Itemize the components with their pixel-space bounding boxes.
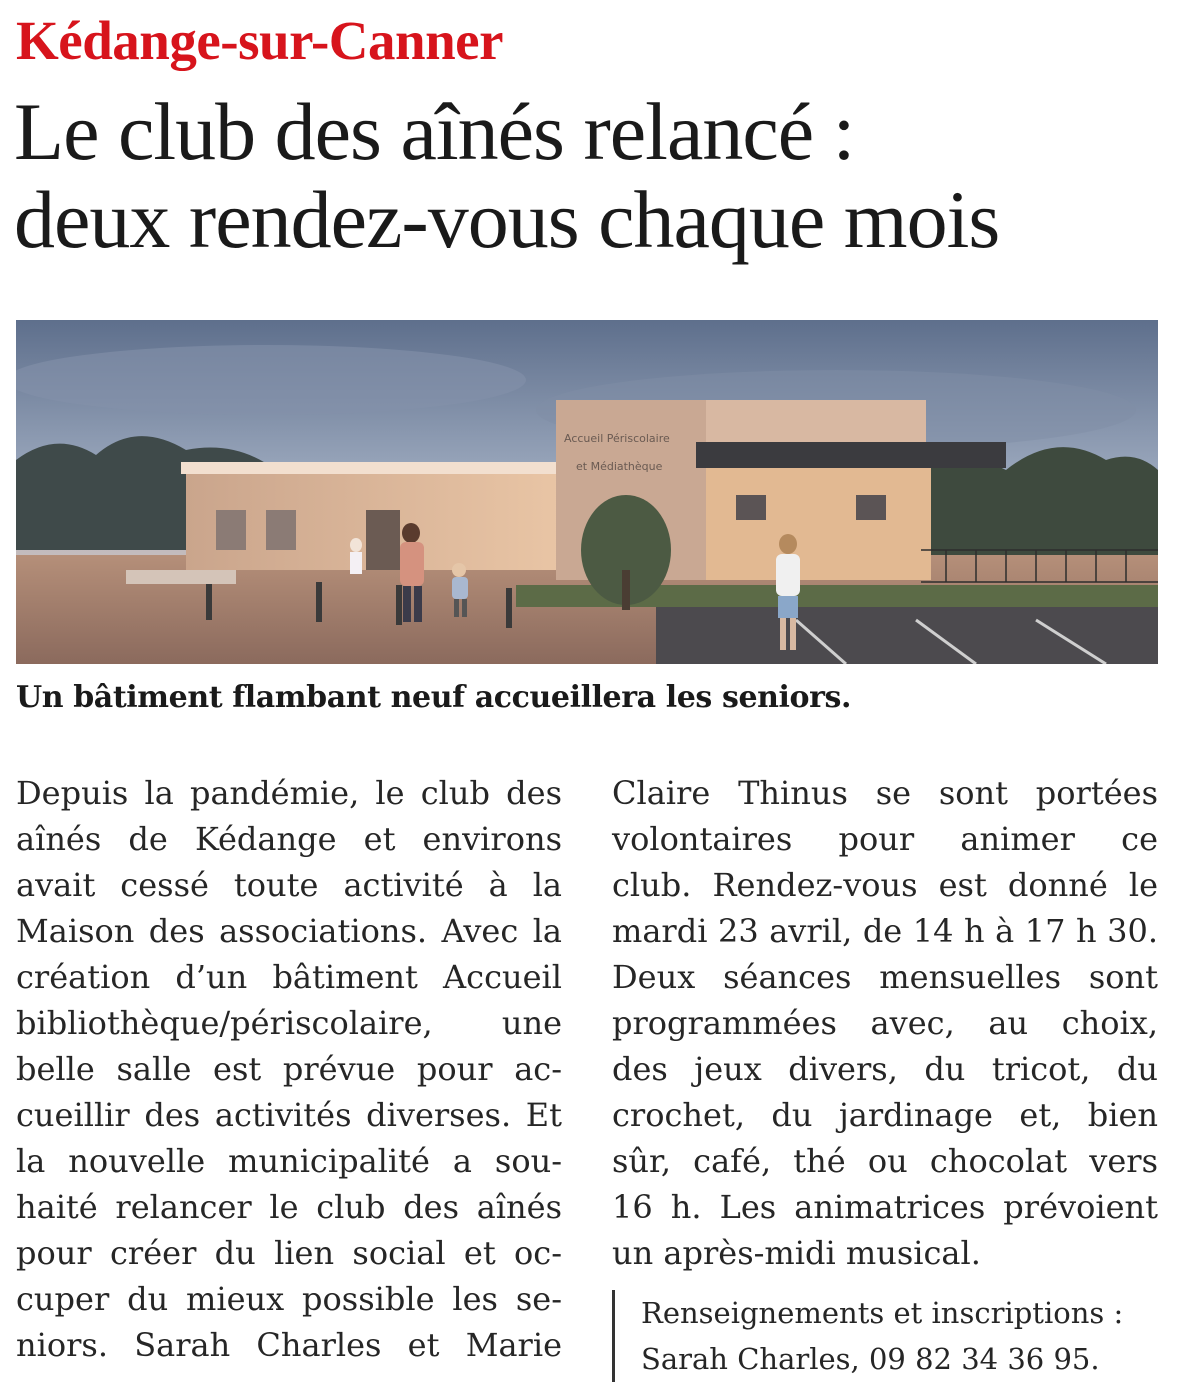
body-line: 16 h. Les animatrices prévoient <box>612 1188 1158 1226</box>
body-line: avait cessé toute activité à la <box>16 866 562 904</box>
body-line: niors. Sarah Charles et Marie <box>16 1326 562 1364</box>
body-line: Maison des associations. Avec la <box>16 912 562 950</box>
info-line-2: Sarah Charles, 09 82 34 36 95. <box>641 1342 1100 1376</box>
body-line: bibliothèque/périscolaire, une <box>16 1004 562 1042</box>
building-illustration <box>16 320 1158 664</box>
sign-line-2: et Médiathèque <box>576 460 663 473</box>
body-line: volontaires pour animer ce <box>612 820 1158 858</box>
body-line: création d’un bâtiment Accueil <box>16 958 562 996</box>
body-line: mardi 23 avril, de 14 h à 17 h 30. <box>612 912 1158 950</box>
article-headline <box>14 88 1184 264</box>
body-line: Claire Thinus se sont portées <box>612 774 1158 812</box>
body-line: un après-midi musical. <box>612 1234 981 1272</box>
body-line: club. Rendez-vous est donné le <box>612 866 1158 904</box>
sign-line-1: Accueil Périscolaire <box>564 432 670 445</box>
body-column-left <box>16 770 562 1368</box>
info-box <box>612 1290 1172 1382</box>
body-line: des jeux divers, du tricot, du <box>612 1050 1158 1088</box>
body-line: cueillir des activités diverses. Et <box>16 1096 562 1134</box>
body-line: Deux séances mensuelles sont <box>612 958 1158 996</box>
body-column-right <box>612 770 1158 1276</box>
body-line: belle salle est prévue pour ac- <box>16 1050 562 1088</box>
body-line: sûr, café, thé ou chocolat vers <box>612 1142 1158 1180</box>
headline-line-1: Le club des aînés relancé : <box>14 86 855 177</box>
building-photo <box>16 320 1158 664</box>
body-line: pour créer du lien social et oc- <box>16 1234 562 1272</box>
body-line: la nouvelle municipalité a sou- <box>16 1142 562 1180</box>
body-line: Depuis la pandémie, le club des <box>16 774 562 812</box>
photo-caption: Un bâtiment flambant neuf accueillera les seniors. <box>16 680 852 715</box>
body-line: programmées avec, au choix, <box>612 1004 1158 1042</box>
info-line-1: Renseignements et inscriptions : <box>641 1296 1124 1330</box>
article-kicker: Kédange-sur-Canner <box>16 10 503 71</box>
headline-line-2: deux rendez-vous chaque mois <box>14 174 1000 265</box>
body-line: crochet, du jardinage et, bien <box>612 1096 1158 1134</box>
body-line: haité relancer le club des aînés <box>16 1188 562 1226</box>
body-line: cuper du mieux possible les se- <box>16 1280 562 1318</box>
body-line: aînés de Kédange et environs <box>16 820 562 858</box>
